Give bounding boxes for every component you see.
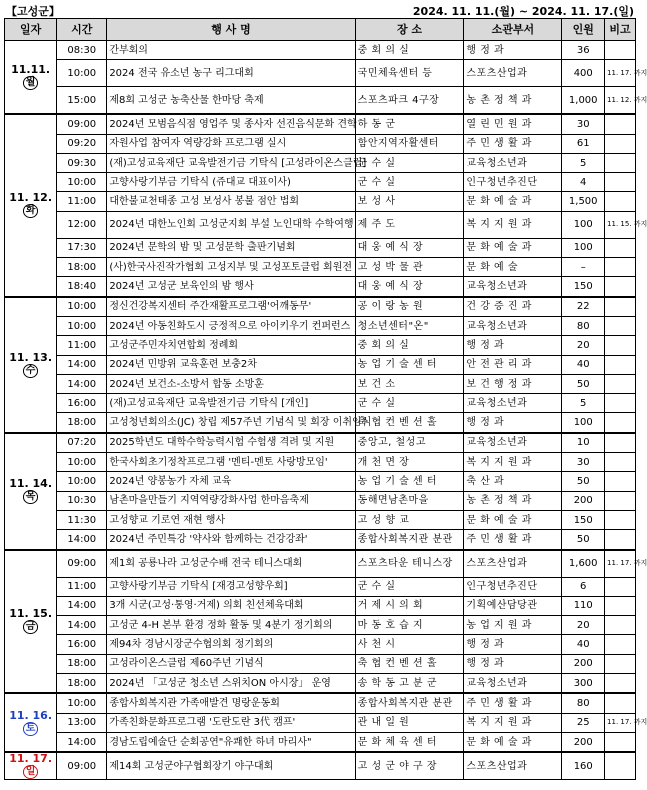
- col-header-place: 장 소: [355, 19, 464, 41]
- people-cell: 40: [562, 635, 605, 654]
- org-label: 【고성군】: [6, 5, 60, 18]
- note-cell: [605, 238, 636, 257]
- place-cell: 농 업 기 술 센 터: [355, 355, 464, 374]
- people-cell: 100: [562, 413, 605, 433]
- title-cell: 한국사회초기정착프로그램 '멘티-멘토 사랑방모임': [107, 453, 355, 472]
- dept-cell: 행 정 과: [464, 336, 562, 355]
- table-row: [5, 153, 636, 172]
- dept-cell: 기획예산담당관: [464, 596, 562, 615]
- date-label: 11. 14.: [9, 477, 53, 491]
- place-cell: 군 수 실: [355, 153, 464, 172]
- place-cell: 함안지역자활센터: [355, 134, 464, 153]
- note-cell: 11. 15. 까지: [605, 211, 636, 238]
- people-cell: 4: [562, 173, 605, 192]
- place-cell: 보 건 소: [355, 374, 464, 393]
- table-row: [5, 211, 636, 238]
- table-row: [5, 173, 636, 192]
- title-cell: 고성군 4-H 본부 환경 정화 활동 및 4분기 정기회의: [107, 616, 355, 635]
- dept-cell: 문 화 예 술 과: [464, 238, 562, 257]
- note-cell: [605, 114, 636, 134]
- people-cell: 150: [562, 277, 605, 297]
- table-row: [5, 752, 636, 780]
- people-cell: 1,000: [562, 87, 605, 115]
- table-row: [5, 134, 636, 153]
- dept-cell: 스포츠산업과: [464, 60, 562, 87]
- time-cell: 14:00: [57, 374, 107, 393]
- table-row: [5, 258, 636, 277]
- title-cell: 제8회 고성군 농축산물 한마당 축제: [107, 87, 355, 115]
- time-cell: 14:00: [57, 530, 107, 550]
- note-cell: 11. 17. 까지: [605, 713, 636, 732]
- title-cell: 남촌마을만들기 지역역량강화사업 한마음축제: [107, 491, 355, 510]
- note-cell: [605, 277, 636, 297]
- place-cell: 축 협 컨 벤 션 홀: [355, 654, 464, 673]
- title-cell: 종합사회복지관 가족애발견 명랑운동회: [107, 693, 355, 713]
- place-cell: 축 협 컨 벤 션 홀: [355, 413, 464, 433]
- people-cell: 100: [562, 211, 605, 238]
- table-row: [5, 530, 636, 550]
- people-cell: 200: [562, 732, 605, 752]
- weekday-badge: 수: [23, 364, 39, 378]
- title-cell: 2024년 모범음식점 영업주 및 종사자 선진음식문화 견학: [107, 114, 355, 134]
- people-cell: 61: [562, 134, 605, 153]
- place-cell: 공 이 랑 농 원: [355, 297, 464, 317]
- time-cell: 10:00: [57, 297, 107, 317]
- place-cell: 대 웅 예 식 장: [355, 277, 464, 297]
- place-cell: 관 내 일 원: [355, 713, 464, 732]
- people-cell: –: [562, 258, 605, 277]
- time-cell: 18:00: [57, 654, 107, 673]
- col-header-title: 행 사 명: [107, 19, 355, 41]
- table-row: [5, 433, 636, 453]
- table-row: [5, 374, 636, 393]
- title-cell: 2024년 보건소-소방서 합동 소방훈: [107, 374, 355, 393]
- title-cell: 고향사랑기부금 기탁식 [재경고성향우회]: [107, 577, 355, 596]
- time-cell: 18:00: [57, 674, 107, 694]
- people-cell: 50: [562, 374, 605, 393]
- date-label: 11. 16.: [9, 708, 53, 722]
- date-label: 11. 12.: [9, 191, 53, 205]
- schedule-table: [4, 18, 647, 780]
- time-cell: 18:00: [57, 413, 107, 433]
- time-cell: 10:30: [57, 491, 107, 510]
- note-cell: [605, 374, 636, 393]
- time-cell: 18:40: [57, 277, 107, 297]
- place-cell: 중앙고, 철성고: [355, 433, 464, 453]
- place-cell: 사 천 시: [355, 635, 464, 654]
- dept-cell: 교육청소년과: [464, 277, 562, 297]
- weekday-badge: 목: [23, 490, 39, 504]
- time-cell: 11:00: [57, 577, 107, 596]
- dept-cell: 건 강 증 진 과: [464, 297, 562, 317]
- time-cell: 10:00: [57, 316, 107, 335]
- weekday-badge: 화: [23, 204, 39, 218]
- note-cell: [605, 752, 636, 780]
- people-cell: 6: [562, 577, 605, 596]
- table-row: [5, 713, 636, 732]
- table-row: [5, 732, 636, 752]
- title-cell: 고성청년회의소(JC) 창립 제57주년 기념식 및 회장 이취임식: [107, 413, 355, 433]
- place-cell: 고 성 박 물 관: [355, 258, 464, 277]
- table-row: [5, 453, 636, 472]
- weekday-badge: 일: [23, 765, 39, 779]
- note-cell: [605, 355, 636, 374]
- dept-cell: 농 업 지 원 과: [464, 616, 562, 635]
- table-row: [5, 654, 636, 673]
- title-cell: 3개 시군(고성·통영·거제) 의회 친선체육대회: [107, 596, 355, 615]
- time-cell: 15:00: [57, 87, 107, 115]
- dept-cell: 문 화 예 술 과: [464, 510, 562, 529]
- table-row: [5, 297, 636, 317]
- col-header-time: 시간: [57, 19, 107, 41]
- note-cell: 11. 12. 까지: [605, 87, 636, 115]
- people-cell: 80: [562, 693, 605, 713]
- place-cell: 하 동 군: [355, 114, 464, 134]
- table-row: [5, 277, 636, 297]
- title-cell: 간부회의: [107, 41, 355, 60]
- people-cell: 50: [562, 530, 605, 550]
- place-cell: 종합사회복지관 분관: [355, 693, 464, 713]
- table-row: [5, 472, 636, 491]
- title-cell: 2024년 주민특강 '약사와 함께하는 건강강좌': [107, 530, 355, 550]
- title-cell: 고성향교 기로연 재현 행사: [107, 510, 355, 529]
- note-cell: 11. 17. 까지: [605, 550, 636, 578]
- time-cell: 11:00: [57, 192, 107, 211]
- title-cell: 경남도립예술단 순회공연"유쾌한 하녀 마리사": [107, 732, 355, 752]
- note-cell: [605, 635, 636, 654]
- time-cell: 09:30: [57, 153, 107, 172]
- date-cell: [5, 297, 57, 433]
- people-cell: 100: [562, 238, 605, 257]
- note-cell: [605, 530, 636, 550]
- note-cell: [605, 134, 636, 153]
- people-cell: 110: [562, 596, 605, 615]
- dept-cell: 복 지 지 원 과: [464, 453, 562, 472]
- dept-cell: 스포츠산업과: [464, 550, 562, 578]
- place-cell: 마 동 호 습 지: [355, 616, 464, 635]
- dept-cell: 행 정 과: [464, 413, 562, 433]
- place-cell: 농 업 기 술 센 터: [355, 472, 464, 491]
- title-cell: 고향사랑기부금 기탁식 (쥬대교 대표이사): [107, 173, 355, 192]
- title-cell: 대한불교천태종 고성 보성사 봉불 점안 법회: [107, 192, 355, 211]
- title-cell: 2024년 민방위 교육훈련 보충2차: [107, 355, 355, 374]
- time-cell: 14:00: [57, 596, 107, 615]
- note-cell: [605, 316, 636, 335]
- place-cell: 군 수 실: [355, 173, 464, 192]
- place-cell: 동해면남촌마을: [355, 491, 464, 510]
- dept-cell: 문 화 예 술: [464, 258, 562, 277]
- table-row: [5, 114, 636, 134]
- schedule-header: [6, 2, 634, 18]
- time-cell: 14:00: [57, 732, 107, 752]
- col-header-date: 일자: [5, 19, 57, 41]
- note-cell: [605, 433, 636, 453]
- date-label: 11.11.: [11, 63, 51, 77]
- note-cell: [605, 173, 636, 192]
- place-cell: 국민체육센터 등: [355, 60, 464, 87]
- title-cell: 가족친화문화프로그램 '도란도란 3代 캠프': [107, 713, 355, 732]
- place-cell: 청소년센터"온": [355, 316, 464, 335]
- time-cell: 09:00: [57, 550, 107, 578]
- title-cell: 고성라이온스클럽 제60주년 기념식: [107, 654, 355, 673]
- col-header-people: 인원: [562, 19, 605, 41]
- date-cell: [5, 752, 57, 780]
- note-cell: [605, 693, 636, 713]
- table-row: [5, 616, 636, 635]
- note-cell: [605, 41, 636, 60]
- note-cell: [605, 654, 636, 673]
- place-cell: 종합사회복지관 분관: [355, 530, 464, 550]
- table-row: [5, 674, 636, 694]
- note-cell: [605, 472, 636, 491]
- people-cell: 50: [562, 472, 605, 491]
- dept-cell: 교육청소년과: [464, 394, 562, 413]
- title-cell: (사)한국사진작가협회 고성지부 및 고성포토클럽 회원전: [107, 258, 355, 277]
- people-cell: 1,500: [562, 192, 605, 211]
- dept-cell: 주 민 생 활 과: [464, 134, 562, 153]
- time-cell: 16:00: [57, 394, 107, 413]
- place-cell: 스포츠파크 4구장: [355, 87, 464, 115]
- date-label: 11. 17.: [9, 752, 53, 766]
- weekday-badge: 토: [23, 722, 39, 736]
- table-row: [5, 355, 636, 374]
- date-cell: [5, 114, 57, 296]
- time-cell: 14:00: [57, 616, 107, 635]
- people-cell: 25: [562, 713, 605, 732]
- place-cell: 보 성 사: [355, 192, 464, 211]
- time-cell: 10:00: [57, 472, 107, 491]
- note-cell: [605, 413, 636, 433]
- date-cell: [5, 41, 57, 115]
- title-cell: 2025학년도 대학수학능력시험 수험생 격려 및 지원: [107, 433, 355, 453]
- place-cell: 중 회 의 실: [355, 41, 464, 60]
- note-cell: [605, 297, 636, 317]
- dept-cell: 행 정 과: [464, 654, 562, 673]
- people-cell: 40: [562, 355, 605, 374]
- table-header-row: [5, 19, 636, 41]
- table-row: [5, 491, 636, 510]
- col-header-note: 비고: [605, 19, 636, 41]
- title-cell: 2024년 「고성군 청소년 스위치ON 아시장」 운영: [107, 674, 355, 694]
- time-cell: 17:30: [57, 238, 107, 257]
- dept-cell: 복 지 지 원 과: [464, 211, 562, 238]
- date-cell: [5, 550, 57, 694]
- time-cell: 10:00: [57, 173, 107, 192]
- place-cell: 제 주 도: [355, 211, 464, 238]
- note-cell: [605, 336, 636, 355]
- time-cell: 10:00: [57, 60, 107, 87]
- title-cell: 2024년 아동친화도시 긍정적으로 아이키우기 컨퍼런스: [107, 316, 355, 335]
- dept-cell: 문 화 예 술 과: [464, 732, 562, 752]
- title-cell: 2024 전국 유소년 농구 리그대회: [107, 60, 355, 87]
- time-cell: 14:00: [57, 355, 107, 374]
- note-cell: [605, 258, 636, 277]
- time-cell: 09:00: [57, 114, 107, 134]
- title-cell: 자원사업 참여자 역량강화 프로그램 실시: [107, 134, 355, 153]
- people-cell: 30: [562, 453, 605, 472]
- dept-cell: 행 정 과: [464, 41, 562, 60]
- col-header-dept: 소관부서: [464, 19, 562, 41]
- time-cell: 09:20: [57, 134, 107, 153]
- table-row: [5, 413, 636, 433]
- title-cell: 고성군주민자치연합회 정례회: [107, 336, 355, 355]
- dept-cell: 농 촌 정 책 과: [464, 491, 562, 510]
- time-cell: 07:20: [57, 433, 107, 453]
- table-row: [5, 192, 636, 211]
- title-cell: 제14회 고성군야구협회장기 야구대회: [107, 752, 355, 780]
- time-cell: 10:00: [57, 693, 107, 713]
- table-row: [5, 394, 636, 413]
- dept-cell: 안 전 관 리 과: [464, 355, 562, 374]
- title-cell: 제1회 공룡나라 고성군수배 전국 테니스대회: [107, 550, 355, 578]
- note-cell: [605, 153, 636, 172]
- table-row: [5, 550, 636, 578]
- note-cell: [605, 596, 636, 615]
- people-cell: 400: [562, 60, 605, 87]
- dept-cell: 열 린 민 원 과: [464, 114, 562, 134]
- time-cell: 09:00: [57, 752, 107, 780]
- dept-cell: 주 민 생 활 과: [464, 530, 562, 550]
- dept-cell: 보 건 행 정 과: [464, 374, 562, 393]
- weekday-badge: 금: [23, 620, 39, 634]
- dept-cell: 복 지 지 원 과: [464, 713, 562, 732]
- weekday-badge: 월: [23, 76, 39, 90]
- time-cell: 11:30: [57, 510, 107, 529]
- time-cell: 18:00: [57, 258, 107, 277]
- date-label: 11. 15.: [9, 607, 53, 621]
- time-cell: 08:30: [57, 41, 107, 60]
- dept-cell: 축 산 과: [464, 472, 562, 491]
- dept-cell: 스포츠산업과: [464, 752, 562, 780]
- title-cell: 2024년 양봉농가 자체 교육: [107, 472, 355, 491]
- note-cell: [605, 674, 636, 694]
- table-row: [5, 336, 636, 355]
- people-cell: 160: [562, 752, 605, 780]
- note-cell: [605, 510, 636, 529]
- people-cell: 20: [562, 616, 605, 635]
- note-cell: [605, 394, 636, 413]
- title-cell: 2024년 문학의 밤 및 고성문학 출판기념회: [107, 238, 355, 257]
- note-cell: 11. 17. 까지: [605, 60, 636, 87]
- people-cell: 200: [562, 654, 605, 673]
- dept-cell: 문 화 예 술 과: [464, 192, 562, 211]
- table-row: [5, 577, 636, 596]
- period-label: 2024. 11. 11.(월) ~ 2024. 11. 17.(일): [412, 5, 634, 18]
- time-cell: 11:00: [57, 336, 107, 355]
- time-cell: 12:00: [57, 211, 107, 238]
- dept-cell: 주 민 생 활 과: [464, 693, 562, 713]
- title-cell: 2024년 고성군 보육인의 밤 행사: [107, 277, 355, 297]
- people-cell: 80: [562, 316, 605, 335]
- table-row: [5, 635, 636, 654]
- note-cell: [605, 491, 636, 510]
- dept-cell: 교육청소년과: [464, 433, 562, 453]
- place-cell: 스포츠타운 테니스장: [355, 550, 464, 578]
- place-cell: 중 회 의 실: [355, 336, 464, 355]
- date-cell: [5, 693, 57, 752]
- note-cell: [605, 577, 636, 596]
- place-cell: 송 학 동 고 분 군: [355, 674, 464, 694]
- title-cell: 정신건강복지센터 주간재활프로그램'어깨동무': [107, 297, 355, 317]
- title-cell: (재)고성교육재단 교육발전기금 기탁식 [고성라이온스클럽]: [107, 153, 355, 172]
- people-cell: 150: [562, 510, 605, 529]
- time-cell: 16:00: [57, 635, 107, 654]
- time-cell: 10:00: [57, 453, 107, 472]
- place-cell: 군 수 실: [355, 577, 464, 596]
- time-cell: 13:00: [57, 713, 107, 732]
- table-row: [5, 238, 636, 257]
- people-cell: 300: [562, 674, 605, 694]
- place-cell: 대 웅 예 식 장: [355, 238, 464, 257]
- date-cell: [5, 433, 57, 550]
- place-cell: 문 화 체 육 센 터: [355, 732, 464, 752]
- dept-cell: 행 정 과: [464, 635, 562, 654]
- people-cell: 5: [562, 394, 605, 413]
- note-cell: [605, 192, 636, 211]
- people-cell: 30: [562, 114, 605, 134]
- table-row: [5, 596, 636, 615]
- people-cell: 1,600: [562, 550, 605, 578]
- place-cell: 개 천 면 장: [355, 453, 464, 472]
- note-cell: [605, 453, 636, 472]
- place-cell: 고 성 향 교: [355, 510, 464, 529]
- note-cell: [605, 732, 636, 752]
- people-cell: 20: [562, 336, 605, 355]
- place-cell: 고 성 군 야 구 장: [355, 752, 464, 780]
- people-cell: 200: [562, 491, 605, 510]
- table-row: [5, 41, 636, 60]
- people-cell: 10: [562, 433, 605, 453]
- table-row: [5, 316, 636, 335]
- title-cell: (재)고성교육재단 교육발전기금 기탁식 [개인]: [107, 394, 355, 413]
- dept-cell: 교육청소년과: [464, 316, 562, 335]
- schedule-body: [5, 41, 647, 780]
- place-cell: 군 수 실: [355, 394, 464, 413]
- dept-cell: 인구청년추진단: [464, 577, 562, 596]
- table-row: [5, 87, 636, 115]
- table-row: [5, 693, 636, 713]
- dept-cell: 교육청소년과: [464, 674, 562, 694]
- title-cell: 2024년 대한노인회 고성군지회 부설 노인대학 수학여행: [107, 211, 355, 238]
- place-cell: 거 제 시 의 회: [355, 596, 464, 615]
- people-cell: 5: [562, 153, 605, 172]
- people-cell: 36: [562, 41, 605, 60]
- date-label: 11. 13.: [9, 350, 53, 364]
- dept-cell: 인구청년추진단: [464, 173, 562, 192]
- people-cell: 22: [562, 297, 605, 317]
- note-cell: [605, 616, 636, 635]
- table-row: [5, 510, 636, 529]
- dept-cell: 농 촌 정 책 과: [464, 87, 562, 115]
- table-row: [5, 60, 636, 87]
- title-cell: 제94차 경남시장군수협의회 정기회의: [107, 635, 355, 654]
- dept-cell: 교육청소년과: [464, 153, 562, 172]
